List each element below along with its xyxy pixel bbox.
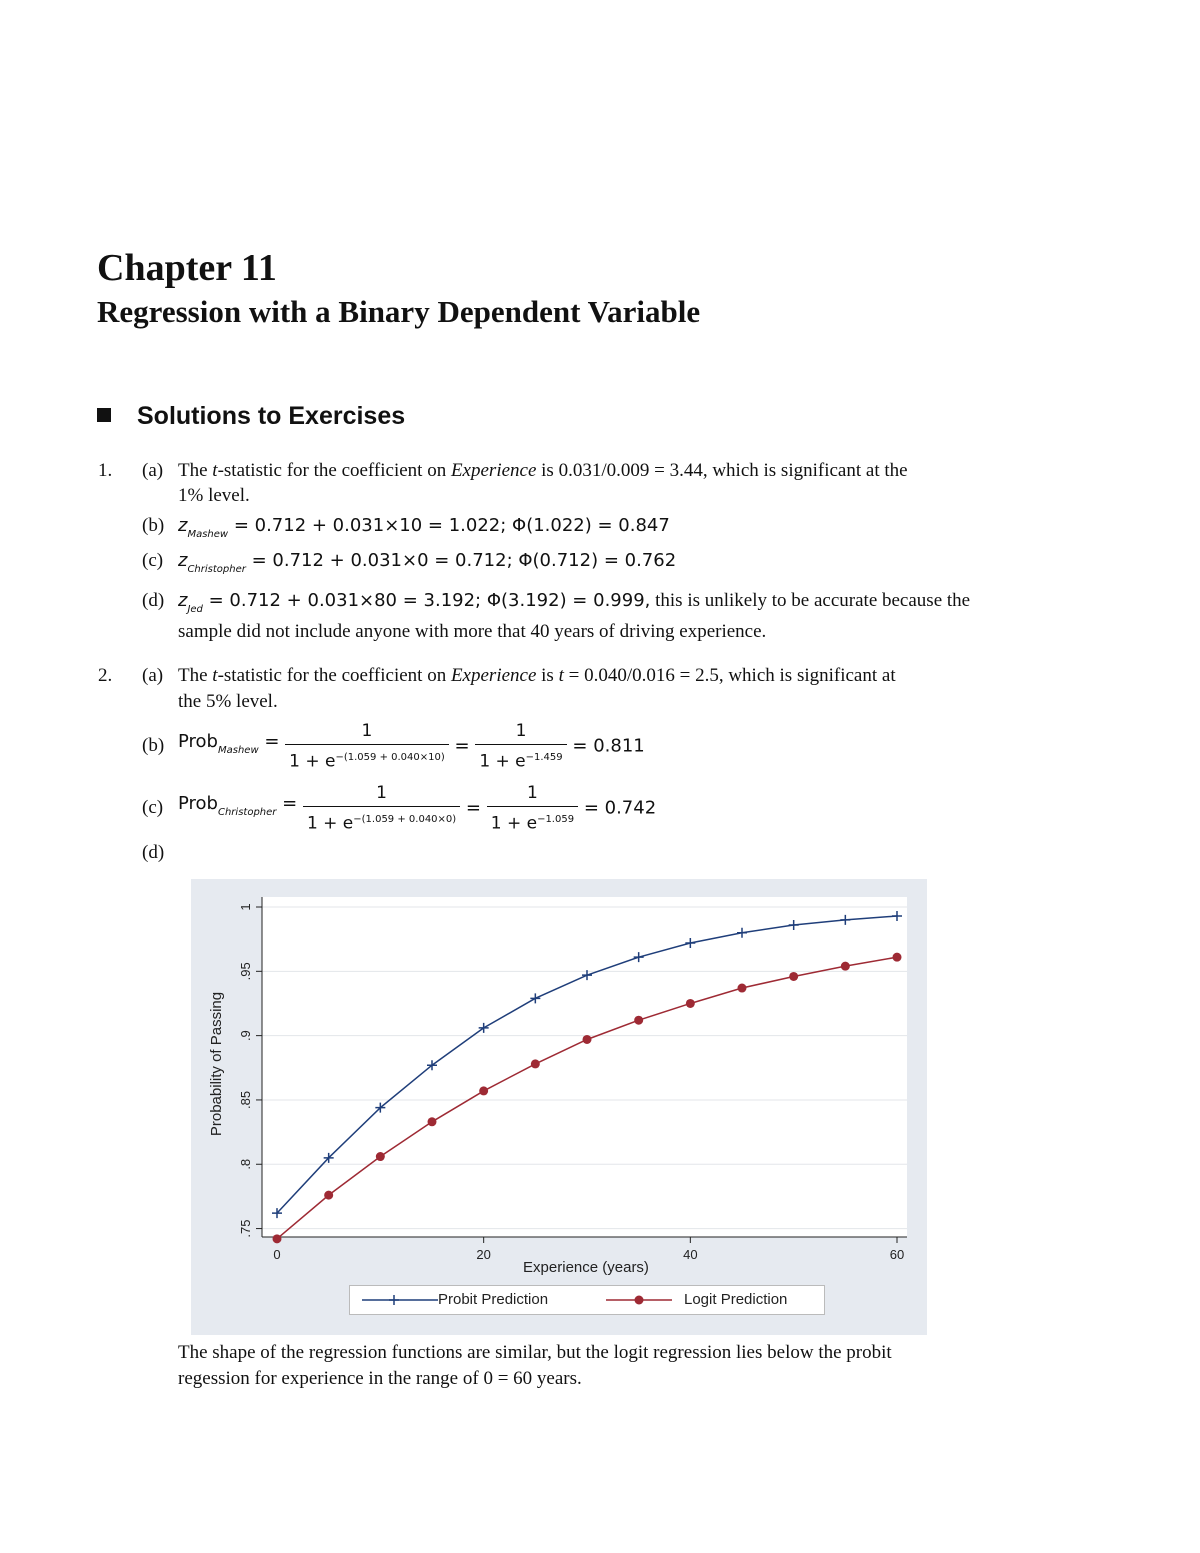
y-tick-label: .85 — [238, 1090, 253, 1109]
chart-svg — [191, 879, 927, 1335]
probability-chart — [191, 879, 927, 1335]
conclusion-line: The shape of the regression functions are similar, but the logit regression lies below the probit — [178, 1342, 892, 1363]
conclusion-line: regession for experience in the range of 0 = 60 years. — [178, 1368, 582, 1389]
legend-probit-label: Probit Prediction — [438, 1291, 549, 1308]
x-tick-label: 40 — [683, 1247, 698, 1262]
x-tick-label: 20 — [476, 1247, 491, 1262]
logit-point — [531, 1059, 540, 1068]
logit-point — [893, 953, 902, 962]
y-tick-label: .95 — [238, 962, 253, 981]
y-tick-label: .75 — [238, 1219, 253, 1238]
plot-area — [262, 897, 907, 1237]
exercise-number: 2. — [98, 665, 113, 686]
logit-point — [686, 999, 695, 1008]
fraction: $\frac{1}{1 + e^{-1.059}}$ — [487, 780, 578, 837]
part-label: (d) — [142, 590, 165, 611]
chapter-heading: Chapter 11 — [97, 247, 277, 289]
part-label: (a) — [142, 665, 164, 686]
y-axis-label: Probability of Passing — [208, 991, 225, 1137]
logit-point — [428, 1117, 437, 1126]
chapter-title: Regression with a Binary Dependent Variable — [97, 294, 701, 329]
logit-point — [841, 962, 850, 971]
part-label: (b) — [142, 515, 165, 536]
square-bullet-icon — [97, 408, 111, 422]
exercise-2b-equation: Prob$_{Mashew}$ = $\frac{1}{1 + e^{-(1.059 + 0.040\times 10)}}$ = $\frac{1}{1 + e^{-1.459}}$ = 0.811 — [178, 718, 645, 775]
x-tick-label: 60 — [889, 1247, 905, 1262]
exercise-2c-equation: Prob$_{Christopher}$ = $\frac{1}{1 + e^{-(1.059 + 0.040\times 0)}}$ = $\frac{1}{1 + e^{-1.059}}$ = 0.742 — [178, 780, 656, 837]
x-tick-label: 0 — [273, 1247, 281, 1262]
exercise-1d-text-cont: sample did not include anyone with more that 40 years of driving experience. — [178, 621, 767, 642]
exercise-2a-text: The t-statistic for the coefficient on Experience is t = 0.040/0.016 = 2.5, which is significant at — [178, 665, 896, 686]
fraction: $\frac{1}{1 + e^{-(1.059 + 0.040\times 0)}}$ — [303, 780, 460, 837]
exercise-1a-text-cont: 1% level. — [178, 485, 250, 506]
y-tick-label: .8 — [238, 1158, 253, 1170]
exercise-1a-text: The t-statistic for the coefficient on Experience is 0.031/0.009 = 3.44, which is significant at the — [178, 460, 908, 481]
logit-point — [324, 1191, 333, 1200]
logit-point — [634, 1016, 643, 1025]
section-heading-text: Solutions to Exercises — [137, 402, 406, 430]
logit-point — [789, 972, 798, 981]
section-heading — [97, 402, 405, 431]
logit-point — [738, 984, 747, 993]
logit-point — [583, 1035, 592, 1044]
chart-legend — [349, 1285, 825, 1315]
x-axis-label: Experience (years) — [523, 1259, 649, 1276]
y-tick-label: .9 — [238, 1030, 253, 1042]
exercise-2a-text-cont: the 5% level. — [178, 691, 278, 712]
y-tick-label: 1 — [238, 903, 253, 911]
exercise-1d-equation: $z_{Jed} = 0.712 + 0.031\times 80 = 3.192$; Φ(3.192) = 0.999, this is unlikely to be accurate because the — [178, 590, 971, 615]
fraction: $\frac{1}{1 + e^{-1.459}}$ — [475, 718, 566, 775]
fraction: $\frac{1}{1 + e^{-(1.059 + 0.040\times 10)}}$ — [285, 718, 449, 775]
part-label: (c) — [142, 550, 164, 571]
exercise-1c-equation: $z_{Christopher} = 0.712 + 0.031\times 0 = 0.712$; Φ(0.712) = 0.762 — [178, 550, 677, 575]
legend-logit-label: Logit Prediction — [684, 1291, 788, 1308]
part-label: (d) — [142, 842, 165, 863]
part-label: (b) — [142, 735, 165, 756]
logit-point — [376, 1152, 385, 1161]
logit-point — [273, 1234, 282, 1243]
legend-logit-marker — [635, 1296, 644, 1305]
legend-probit-marker — [389, 1295, 399, 1305]
part-label: (c) — [142, 797, 164, 818]
exercise-1b-equation: $z_{Mashew} = 0.712 + 0.031\times 10 = 1.022$; Φ(1.022) = 0.847 — [178, 515, 670, 540]
part-label: (a) — [142, 460, 164, 481]
exercise-number: 1. — [98, 460, 113, 481]
logit-point — [479, 1086, 488, 1095]
conclusion-paragraph — [178, 1340, 1018, 1392]
